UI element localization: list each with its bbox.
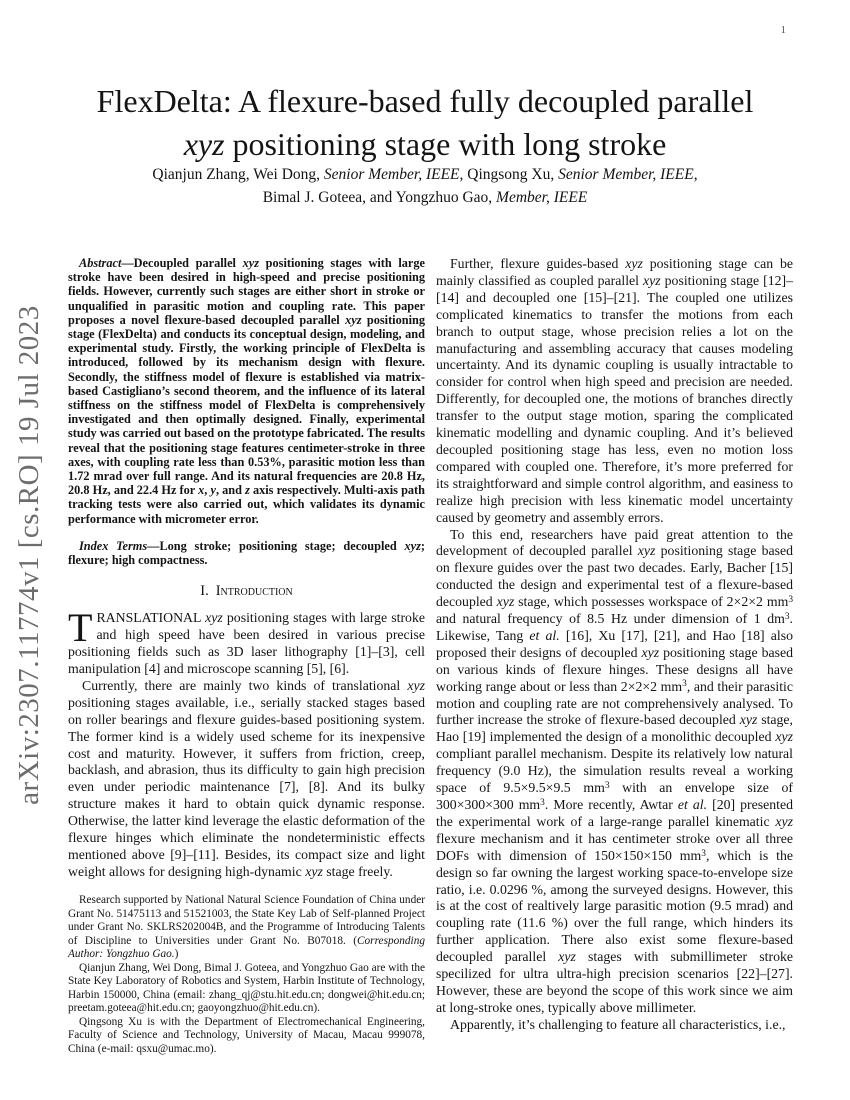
authors-line-1: Qianjun Zhang, Wei Dong, Senior Member, IEEE, Qingsong Xu, Senior Member, IEEE, [152,166,698,183]
abstract-section [68,256,425,567]
arxiv-watermark: arXiv:2307.11774v1 [cs.RO] 19 Jul 2023 [13,305,45,805]
section-heading-introduction [68,583,425,600]
column-right [436,256,793,1034]
section-number: I. [200,583,209,600]
index-terms: Index Terms—Long stroke; positioning stage; decoupled xyz; flexure; high compactness. [68,538,425,568]
paragraph-right-2: To this end, researchers have paid great attention to the development of decoupled parallel xyz positioning stage based on flexure guides over the past two decades. Early, Bacher [15] conducted the design and experimental test of a flexure-based decoupled xyz stage, which possesses workspace of 2×2×2 $mm^3$ and natural frequency of 8.5 Hz under dimension of 1 $dm^3$. Likewise, Tang et al. [16], Xu [17], [21], and Hao [18] also proposed their designs of decoupled xyz positioning stage based on various kinds of flexure hinges. These designs all have working range about or less than 2×2×2 $mm^3$, and their parasitic motion and coupling rate are not comprehensively analysed. To further increase the stroke of flexure-based decoupled xyz stage, Hao [19] implemented the design of a monolithic decoupled xyz compliant parallel mechanism. Despite its relatively low natural frequency (9.0 Hz), the simulation results reveal a working space of 9.5×9.5×9.5 $mm^3$ with an envelope size of 300×300×300 $mm^3$. More recently, Awtar et al. [20] presented the experimental work of a large-range parallel kinematic xyz flexure mechanism and it has centimeter stroke over all three DOFs with dimension of 150×150×150 $mm^3$, which is the design so far owning the largest working space-to-envelope size ratio, i.e. 0.0296 %, among the surveyed designs. However, this is at the cost of realtively large parasitic motion (9.5 mrad) and coupling rate (11.6 %) over the full range, which hinders its further application. There also exist some flexure-based decoupled parallel xyz stages with submillimeter stroke specilized for ultra ultra-high precision scenarios [22]–[27]. However, these are beyond the scope of this work since we aim at long-stroke ones, typically above millimeter. [436,526,794,1015]
footnote-affiliation-2: Qingsong Xu is with the Department of Electromechanical Engineering, Faculty of Science and Technology, University of Macau, Macau 999078, China (e-mail: qsxu@umac.mo). [68,1015,425,1055]
introduction-text [68,605,425,881]
column-left [68,256,425,881]
title-line-2: xyz positioning stage with long stroke [183,126,667,162]
paragraph-right-1: Further, flexure guides-based xyz positioning stage can be mainly classified as coupled parallel xyz positioning stage [12]–[14] and decoupled one [15]–[21]. The coupled one utilizes complicated kinematics to transfer the motions from each branch to output stage, whose precision relies a lot on the manufacturing and assembling accuracy that causes modeling uncertainty. And its dynamic coupling is usually intractable to consider for control when high speed and precision are needed. Differently, for decoupled one, the motions of branches directly transfer to the output stage motion, sparing the complicated kinematic modelling and dynamic coupling. And it’s believed decoupled positioning stage has less, even no motion loss compared with coupled one. Therefore, it’s more preferred for its straightforward and simple control algorithm, and easiness to realize high precision with less kinematic model uncertainty caused by geometry and assembly errors. [436,256,793,525]
paragraph-intro-1-text: RANSLATIONAL xyz positioning stages with large stroke and high speed have been desired in various precise positioning fields such as 3D laser lithography [1]–[3], cell manipulation [4] and microscope scanning [5], [6]. [68,610,425,676]
paragraph-intro-1 [68,605,425,678]
paragraph-intro-2: Currently, there are mainly two kinds of translational xyz positioning stages available, i.e., serially stacked stages based on roller bearings and flexure guides-based positioning system. The former kind is a widely used scheme for its inexpensive cost and maturity. However, it suffers from friction, creep, backlash, and abrasion, thus its difficulty to gain high precision even under periodic maintenance [7], [8]. And its bulky structure makes it hard to obtain quick dynamic response. Otherwise, the latter kind leverage the elastic deformation of the flexure hinges which eliminate the nondeterministic effects mentioned above [9]–[11]. Besides, its compact size and light weight allows for designing high-dynamic xyz stage freely. [68,677,425,879]
footnote-affiliation-1: Qianjun Zhang, Wei Dong, Bimal J. Goteea, and Yongzhuo Gao are with the State Key Laboratory of Robotics and System, Harbin Institute of Technology, Harbin 150000, China (email: zhang_qj@stu.hit.edu.cn; dongwei@hit.edu.cn; preetam.goteea@hit.edu.cn; gaoyongzhuo@hit.edu.cn). [68,961,425,1014]
paragraph-right-3: Apparently, it’s challenging to feature all characteristics, i.e., [450,1016,786,1032]
drop-cap: T [68,605,93,651]
section-title: Introduction [215,583,293,600]
title-line-1: FlexDelta: A flexure-based fully decoupled parallel [96,83,754,119]
abstract-paragraph: Abstract—Decoupled parallel xyz positioning stages with large stroke have been desired in high-speed and precise positioning fields. However, currently such stages are either short in stroke or unqualified in parasitic motion and coupling rate. This paper proposes a novel flexure-based decoupled parallel xyz positioning stage (FlexDelta) and conducts its conceptual design, modeling, and experimental study. Firstly, the working principle of FlexDelta is introduced, followed by its mechanism design with flexure. Secondly, the stiffness model of flexure is established via matrix-based Castigliano’s second theorem, and the influence of its lateral stiffness on the stiffness model of FlexDelta is comprehensively investigated and then optimally designed. Finally, experimental study was carried out based on the prototype fabricated. The results reveal that the positioning stage features centimeter-stroke in three axes, with coupling rate less than 0.53%, parasitic motion less than 1.72 mrad over full range. And its natural frequencies are 20.8 Hz, 20.8 Hz, and 22.4 Hz for x, y, and z axis respectively. Multi-axis path tracking tests were also carried out, which validates its dynamic performance with micrometer error. [68,256,425,526]
first-page-footnote [68,894,425,1056]
footnote-funding: Research supported by National Natural Science Foundation of China under Grant No. 51475113 and 51521003, the State Key Lab of Self-planned Project under Grant No. SKLRS202004B, and the Programme of Introducing Talents of Discipline to Universities under Grant No. B07018. (Corresponding Author: Yongzhuo Gao.) [68,894,425,960]
author-list [60,163,790,209]
authors-line-2: Bimal J. Goteea, and Yongzhuo Gao, Member, IEEE [262,189,588,206]
page-number: 1 [780,24,786,36]
paper-title [60,80,790,166]
